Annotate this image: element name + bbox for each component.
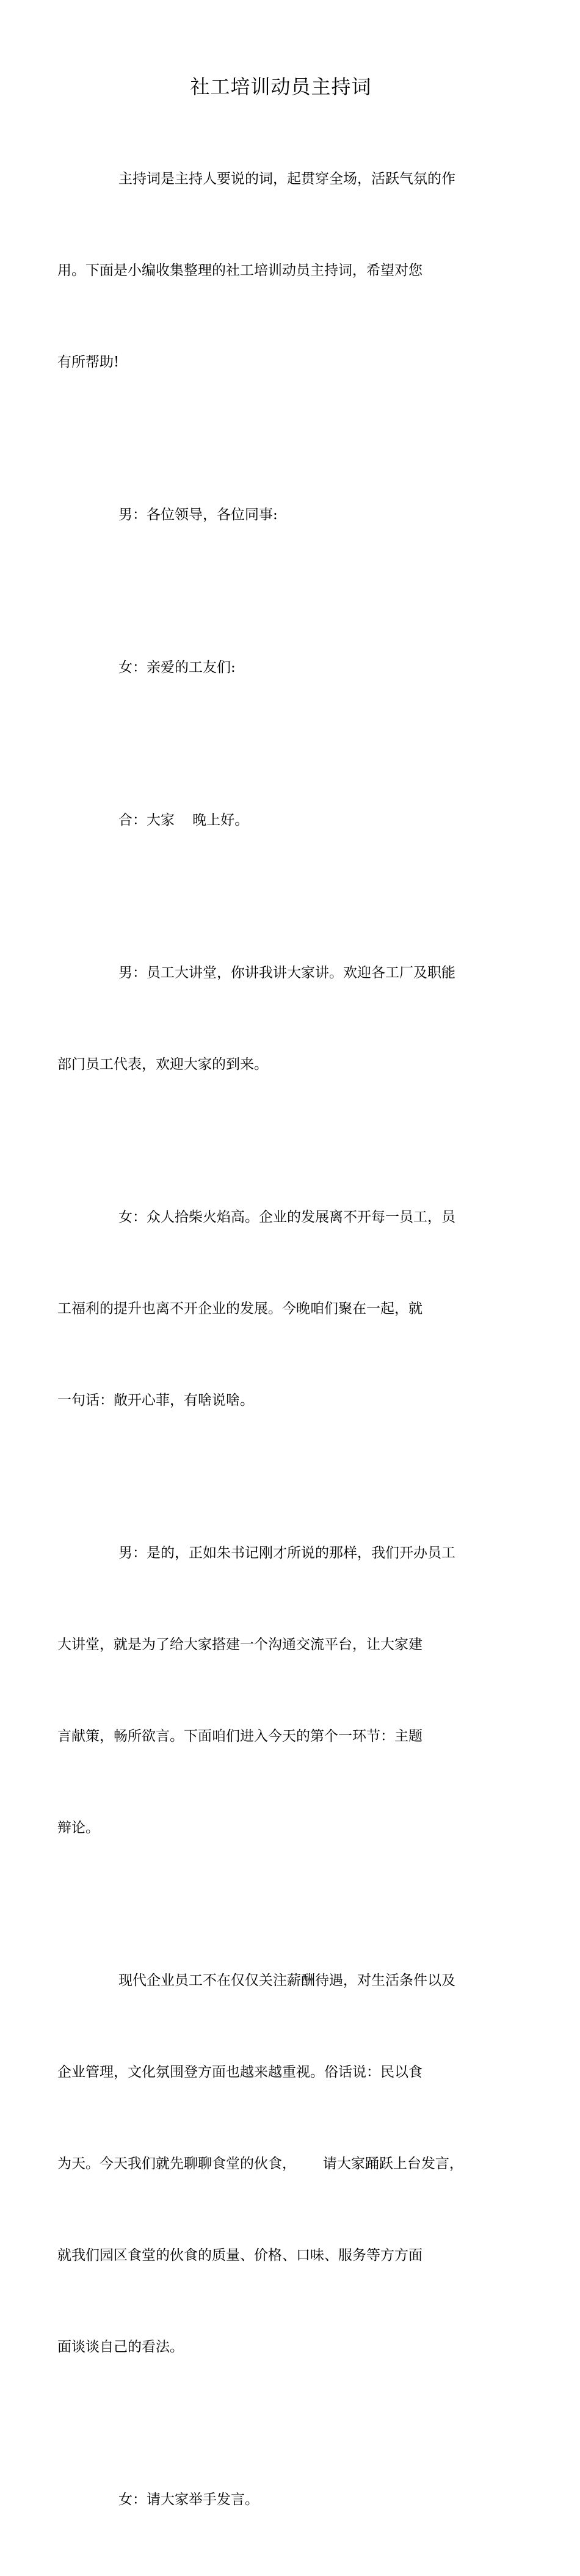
paragraph-intro [57,103,479,438]
text-line: 女：请大家举手发言。 [118,2492,259,2508]
text-line: 一句话：敞开心菲，有啥说啥。 [57,1392,254,1408]
text-line: 大讲堂，就是为了给大家搭建一个沟通交流平台，让大家建 [57,1637,422,1653]
text-line: 女：众人拾柴火焰高。企业的发展离不开每一员工，员 [118,1209,455,1225]
paragraph-male-welcome [57,897,479,1141]
document-title: 社工培训动员主持词 [190,75,372,98]
text-line: 合：大家 晚上好。 [118,812,249,828]
document-body [57,103,479,2576]
text-line: 为天。今天我们就先聊聊食堂的伙食， 请大家踊跃上台发言， [57,2156,463,2172]
text-line: 言献策，畅所欲言。下面咱们进入今天的第个一环节：主题 [57,1728,422,1744]
paragraph-male-greeting [88,438,479,591]
paragraph-female-unity [57,1141,479,1477]
paragraph-canteen-topic [57,1904,479,2423]
text-line: 用。下面是小编收集整理的社工培训动员主持词，希望对您 [57,263,422,278]
text-line: 主持词是主持人要说的词，起贯穿全场，活跃气氛的作 [118,171,455,187]
text-line: 男：是的，正如朱书记刚才所说的那样，我们开办员工 [118,1545,455,1561]
text-line: 辩论。 [57,1820,100,1836]
text-line: 企业管理，文化氛围登方面也越来越重视。俗话说：民以食 [57,2064,422,2080]
text-line: 男：员工大讲堂，你讲我讲大家讲。欢迎各工厂及职能 [118,965,455,981]
paragraph-female-greeting [88,591,479,744]
text-line: 男：各位领导，各位同事: [118,507,278,523]
text-line: 女：亲爱的工友们: [118,660,236,675]
text-line: 工福利的提升也离不开企业的发展。今晚咱们聚在一起，就 [57,1301,422,1317]
paragraph-together-greeting [88,744,479,897]
text-line: 有所帮助! [57,354,120,370]
paragraph-male-platform [57,1477,479,1904]
text-line: 面谈谈自己的看法。 [57,2339,184,2355]
paragraph-female-invite [88,2423,479,2576]
text-line: 现代企业员工不在仅仅关注薪酬待遇，对生活条件以及 [118,1973,455,1988]
text-line: 部门员工代表，欢迎大家的到来。 [57,1057,268,1072]
text-line: 就我们园区食堂的伙食的质量、价格、口味、服务等方方面 [57,2247,422,2263]
